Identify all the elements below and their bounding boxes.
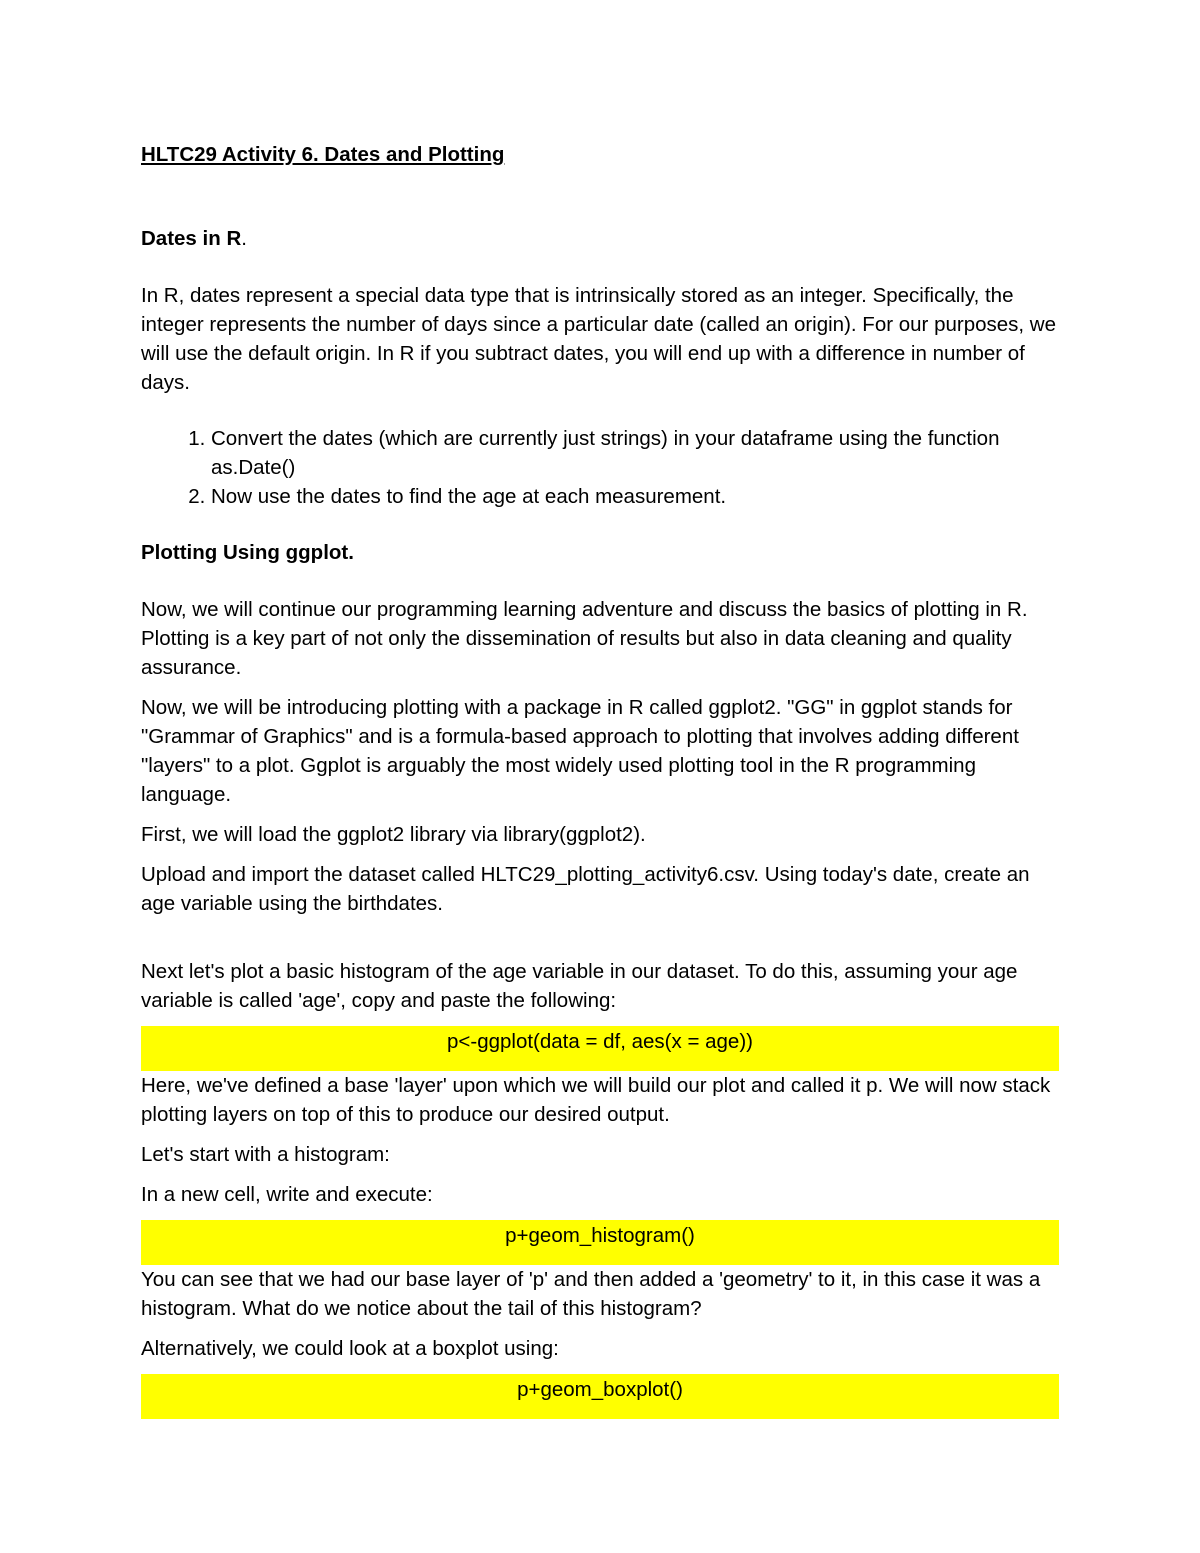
dates-intro-paragraph: In R, dates represent a special data type that is intrinsically stored as an integer. Specifically, the integer represents the number of days since a particular date (called an origin). For our purposes, we will use the default origin. In R if you subtract dates, you will end up with a difference in number of days. bbox=[141, 284, 1057, 394]
dates-heading bbox=[141, 224, 1059, 253]
plotting-paragraph: Now, we will be introducing plotting with a package in R called ggplot2. "GG" in ggplot stands for "Grammar of Graphics" and is a formula-based approach to plotting that involves adding different "layers" to a plot. Ggplot is arguably the most widely used plotting tool in the R programming language. bbox=[141, 696, 1019, 806]
plotting-paragraph: In a new cell, write and execute: bbox=[141, 1183, 433, 1206]
plotting-paragraph: First, we will load the ggplot2 library via library(ggplot2). bbox=[141, 823, 646, 846]
code-block-ggplot: p<-ggplot(data = df, aes(x = age)) bbox=[141, 1026, 1059, 1071]
plotting-paragraph: Upload and import the dataset called HLTC29_plotting_activity6.csv. Using today's date, create an age variable using the birthdates. bbox=[141, 863, 1030, 915]
spacer bbox=[141, 1209, 1059, 1220]
spacer bbox=[141, 567, 1059, 595]
spacer bbox=[141, 809, 1059, 820]
dates-heading-text: Dates in R bbox=[141, 227, 242, 250]
spacer bbox=[141, 1169, 1059, 1180]
spacer bbox=[141, 253, 1059, 281]
plotting-paragraph: Now, we will continue our programming learning adventure and discuss the basics of plotting in R. Plotting is a key part of not only the dissemination of results but also in data cleaning and quality assurance. bbox=[141, 598, 1028, 679]
code-block-histogram: p+geom_histogram() bbox=[141, 1220, 1059, 1265]
spacer bbox=[141, 511, 1059, 538]
list-item: 1. Convert the dates (which are currently just strings) in your dataframe using the function as.Date() bbox=[211, 424, 1059, 482]
list-item: 2. Now use the dates to find the age at each measurement. bbox=[211, 482, 1059, 511]
spacer bbox=[141, 1323, 1059, 1334]
spacer bbox=[141, 849, 1059, 860]
spacer bbox=[141, 682, 1059, 693]
spacer bbox=[141, 918, 1059, 957]
dates-heading-period: . bbox=[241, 227, 247, 250]
plotting-paragraph: Here, we've defined a base 'layer' upon which we will build our plot and called it p. We will now stack plotting layers on top of this to produce our desired output. bbox=[141, 1074, 1051, 1126]
spacer bbox=[141, 397, 1059, 424]
spacer bbox=[141, 1015, 1059, 1026]
plotting-paragraph: Next let's plot a basic histogram of the age variable in our dataset. To do this, assuming your age variable is called 'age', copy and paste the following: bbox=[141, 960, 1018, 1012]
spacer bbox=[141, 1363, 1059, 1374]
spacer bbox=[141, 169, 1059, 224]
plotting-heading: Plotting Using ggplot. bbox=[141, 541, 354, 564]
document-page bbox=[141, 140, 1059, 1419]
steps-list bbox=[141, 424, 1059, 511]
plotting-paragraph: Alternatively, we could look at a boxplot using: bbox=[141, 1337, 559, 1360]
code-block-boxplot: p+geom_boxplot() bbox=[141, 1374, 1059, 1419]
plotting-paragraph: You can see that we had our base layer of 'p' and then added a 'geometry' to it, in this case it was a histogram. What do we notice about the tail of this histogram? bbox=[141, 1268, 1041, 1320]
document-title: HLTC29 Activity 6. Dates and Plotting bbox=[141, 143, 505, 166]
plotting-paragraph: Let's start with a histogram: bbox=[141, 1143, 390, 1166]
spacer bbox=[141, 1129, 1059, 1140]
